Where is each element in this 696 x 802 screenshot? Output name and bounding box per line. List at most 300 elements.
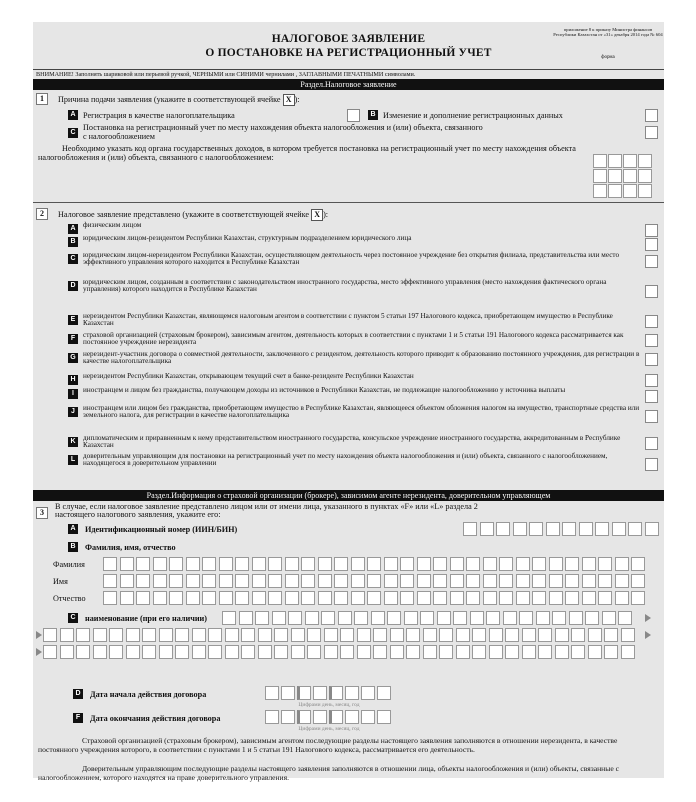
char-cell[interactable]	[546, 522, 560, 536]
char-cell[interactable]	[169, 574, 183, 588]
char-cell[interactable]	[631, 574, 645, 588]
company-name-input-line-2[interactable]	[43, 628, 635, 642]
submitter-option-label: юридическим лицом-нерезидентом Республики Казахстан, осуществляющем деятельность через постоянное учреждение без открытия филиала, представительства или место эффективного управления которого находится в Республике Казахстан	[83, 251, 620, 267]
reason-registration-label: Регистрация в качестве налогоплательщика	[83, 111, 235, 120]
char-cell[interactable]	[598, 574, 612, 588]
char-cell[interactable]	[423, 628, 437, 642]
char-cell[interactable]	[406, 645, 420, 659]
char-cell[interactable]	[192, 645, 206, 659]
char-cell[interactable]	[361, 710, 375, 724]
char-cell[interactable]	[272, 611, 286, 625]
char-cell[interactable]	[93, 628, 107, 642]
char-cell[interactable]	[219, 591, 233, 605]
submitter-option-label: доверительным управляющим для постановки на регистрационный учет по месту нахождения объекта налогообложения и (или) объекта, связанного с налогообложением, находящегося в доверительном управлении	[83, 452, 608, 468]
option-letter-b: B	[68, 237, 78, 247]
char-cell[interactable]	[621, 628, 635, 642]
char-cell[interactable]	[219, 574, 233, 588]
char-cell[interactable]	[142, 628, 156, 642]
char-cell[interactable]	[136, 591, 150, 605]
char-cell[interactable]	[255, 611, 269, 625]
insurance-note: Страховой организацией (страховым брокером), зависимым агентом последующие разделы настоящего заявления заполняются в отношении нерезидента, в качестве постоянного учреждения которого, в соответствии с пунктами 1 и 5 статьи 191 Налогового кодекса, рассматривается его деятельность.	[38, 736, 618, 754]
char-cell[interactable]	[387, 611, 401, 625]
char-cell[interactable]	[252, 591, 266, 605]
char-cell[interactable]	[437, 611, 451, 625]
char-cell[interactable]	[420, 611, 434, 625]
char-cell[interactable]	[93, 645, 107, 659]
question-end: ):	[294, 94, 300, 104]
char-cell[interactable]	[562, 522, 576, 536]
char-cell[interactable]	[235, 574, 249, 588]
continue-arrow-icon	[645, 631, 651, 639]
char-cell[interactable]	[351, 591, 365, 605]
char-cell[interactable]	[552, 611, 566, 625]
tax-application-form	[33, 22, 664, 782]
char-cell[interactable]	[153, 591, 167, 605]
char-cell[interactable]	[235, 591, 249, 605]
char-cell[interactable]	[456, 628, 470, 642]
char-cell[interactable]	[120, 574, 134, 588]
char-cell[interactable]	[582, 574, 596, 588]
option-letter-c: C	[68, 254, 78, 264]
continue-arrow-icon	[36, 631, 42, 639]
char-cell[interactable]	[153, 574, 167, 588]
submitter-option-checkbox-e[interactable]	[645, 315, 658, 328]
char-cell[interactable]	[169, 591, 183, 605]
char-cell[interactable]	[274, 645, 288, 659]
char-cell[interactable]	[499, 574, 513, 588]
char-cell[interactable]	[621, 645, 635, 659]
authority-code-cell[interactable]	[638, 169, 652, 183]
submitter-option-label: нерезидентом Республики Казахстан, являющемся налоговым агентом в соответствии с пунктом 5 статьи 197 Налогового кодекса, приобретающем имущество в Республике Казахстан	[83, 312, 613, 328]
char-cell[interactable]	[301, 574, 315, 588]
char-cell[interactable]	[569, 611, 583, 625]
char-cell[interactable]	[439, 645, 453, 659]
authority-code-cell[interactable]	[638, 184, 652, 198]
char-cell[interactable]	[43, 628, 57, 642]
char-cell[interactable]	[456, 645, 470, 659]
char-cell[interactable]	[390, 628, 404, 642]
char-cell[interactable]	[604, 645, 618, 659]
char-cell[interactable]	[297, 710, 311, 724]
char-cell[interactable]	[345, 686, 359, 700]
char-cell[interactable]	[109, 628, 123, 642]
char-cell[interactable]	[324, 645, 338, 659]
option-letter-i: I	[68, 389, 78, 399]
char-cell[interactable]	[433, 574, 447, 588]
char-cell[interactable]	[489, 628, 503, 642]
char-cell[interactable]	[466, 591, 480, 605]
char-cell[interactable]	[470, 611, 484, 625]
char-cell[interactable]	[305, 611, 319, 625]
char-cell[interactable]	[503, 611, 517, 625]
option-letter-l: L	[68, 455, 78, 465]
char-cell[interactable]	[628, 522, 642, 536]
char-cell[interactable]	[321, 611, 335, 625]
char-cell[interactable]	[159, 628, 173, 642]
char-cell[interactable]	[615, 591, 629, 605]
char-cell[interactable]	[450, 574, 464, 588]
char-cell[interactable]	[615, 574, 629, 588]
char-cell[interactable]	[43, 645, 57, 659]
char-cell[interactable]	[268, 574, 282, 588]
char-cell[interactable]	[585, 611, 599, 625]
char-cell[interactable]	[532, 574, 546, 588]
char-cell[interactable]	[334, 591, 348, 605]
char-cell[interactable]	[291, 645, 305, 659]
char-cell[interactable]	[565, 557, 579, 571]
char-cell[interactable]	[377, 710, 391, 724]
char-cell[interactable]	[582, 557, 596, 571]
char-cell[interactable]	[324, 628, 338, 642]
char-cell[interactable]	[301, 557, 315, 571]
submitter-option-checkbox-c[interactable]	[645, 255, 658, 268]
char-cell[interactable]	[285, 574, 299, 588]
field-letter-d: D	[73, 689, 83, 699]
char-cell[interactable]	[377, 686, 391, 700]
char-cell[interactable]	[340, 645, 354, 659]
char-cell[interactable]	[519, 611, 533, 625]
submitter-option-checkbox-g[interactable]	[645, 353, 658, 366]
char-cell[interactable]	[301, 591, 315, 605]
char-cell[interactable]	[522, 645, 536, 659]
char-cell[interactable]	[516, 591, 530, 605]
char-cell[interactable]	[367, 574, 381, 588]
char-cell[interactable]	[60, 628, 74, 642]
char-cell[interactable]	[549, 574, 563, 588]
char-cell[interactable]	[281, 686, 295, 700]
char-cell[interactable]	[598, 557, 612, 571]
char-cell[interactable]	[532, 557, 546, 571]
char-cell[interactable]	[529, 522, 543, 536]
char-cell[interactable]	[433, 591, 447, 605]
char-cell[interactable]	[186, 591, 200, 605]
char-cell[interactable]	[645, 522, 659, 536]
x-mark-sample: X	[283, 94, 295, 106]
char-cell[interactable]	[103, 591, 117, 605]
char-cell[interactable]	[516, 557, 530, 571]
char-cell[interactable]	[604, 628, 618, 642]
char-cell[interactable]	[318, 574, 332, 588]
char-cell[interactable]	[219, 557, 233, 571]
submitter-option-checkbox-b[interactable]	[645, 238, 658, 251]
submitter-option-checkbox-a[interactable]	[645, 224, 658, 237]
char-cell[interactable]	[417, 591, 431, 605]
field-letter-b: B	[68, 542, 78, 552]
char-cell[interactable]	[281, 710, 295, 724]
char-cell[interactable]	[450, 557, 464, 571]
char-cell[interactable]	[486, 611, 500, 625]
char-cell[interactable]	[361, 686, 375, 700]
char-cell[interactable]	[367, 591, 381, 605]
char-cell[interactable]	[384, 591, 398, 605]
char-cell[interactable]	[505, 628, 519, 642]
option-letter-f: F	[68, 334, 78, 344]
char-cell[interactable]	[496, 522, 510, 536]
char-cell[interactable]	[120, 591, 134, 605]
char-cell[interactable]	[186, 557, 200, 571]
char-cell[interactable]	[472, 645, 486, 659]
char-cell[interactable]	[120, 557, 134, 571]
char-cell[interactable]	[268, 591, 282, 605]
char-cell[interactable]	[400, 574, 414, 588]
char-cell[interactable]	[338, 611, 352, 625]
company-name-input-line-3[interactable]	[43, 645, 635, 659]
section2-question-text: Налоговое заявление представлено (укажите в соответствующей ячейке	[58, 209, 310, 219]
char-cell[interactable]	[159, 645, 173, 659]
char-cell[interactable]	[582, 591, 596, 605]
char-cell[interactable]	[571, 645, 585, 659]
char-cell[interactable]	[76, 645, 90, 659]
char-cell[interactable]	[373, 628, 387, 642]
char-cell[interactable]	[313, 710, 327, 724]
char-cell[interactable]	[602, 611, 616, 625]
char-cell[interactable]	[439, 628, 453, 642]
char-cell[interactable]	[307, 628, 321, 642]
char-cell[interactable]	[565, 591, 579, 605]
char-cell[interactable]	[400, 557, 414, 571]
char-cell[interactable]	[615, 557, 629, 571]
char-cell[interactable]	[208, 628, 222, 642]
char-cell[interactable]	[489, 645, 503, 659]
company-name-input-line-1[interactable]	[222, 611, 632, 625]
submitter-option-label: нерезидентом Республики Казахстан, открывающем текущий счет в банке-резиденте Республики Казахстан	[83, 372, 414, 380]
char-cell[interactable]	[329, 710, 343, 724]
char-cell[interactable]	[598, 591, 612, 605]
char-cell[interactable]	[400, 591, 414, 605]
contract-end-date-input[interactable]	[265, 710, 391, 724]
char-cell[interactable]	[169, 557, 183, 571]
char-cell[interactable]	[612, 522, 626, 536]
char-cell[interactable]	[252, 557, 266, 571]
char-cell[interactable]	[588, 628, 602, 642]
char-cell[interactable]	[103, 574, 117, 588]
char-cell[interactable]	[483, 574, 497, 588]
reason-registration-checkbox[interactable]	[347, 109, 360, 122]
authority-code-cell[interactable]	[623, 154, 637, 168]
char-cell[interactable]	[631, 557, 645, 571]
char-cell[interactable]	[538, 628, 552, 642]
submitter-option-checkbox-h[interactable]	[645, 374, 658, 387]
char-cell[interactable]	[222, 611, 236, 625]
contract-start-hint: Цифрами день, месяц, год	[298, 702, 360, 708]
char-cell[interactable]	[513, 522, 527, 536]
char-cell[interactable]	[126, 628, 140, 642]
appendix-note: приложение 8 к приказу Министра финансов Республики Казахстан от «31» декабря 2014 года № 604	[553, 27, 663, 38]
char-cell[interactable]	[136, 557, 150, 571]
authority-code-cell[interactable]	[623, 169, 637, 183]
char-cell[interactable]	[631, 591, 645, 605]
reason-change-data-checkbox[interactable]	[645, 109, 658, 122]
char-cell[interactable]	[208, 645, 222, 659]
char-cell[interactable]	[175, 628, 189, 642]
option-letter-a: A	[68, 224, 78, 234]
submitter-option-checkbox-j[interactable]	[645, 410, 658, 423]
char-cell[interactable]	[371, 611, 385, 625]
char-cell[interactable]	[252, 574, 266, 588]
section-number-3: 3	[36, 507, 48, 519]
submitter-option-checkbox-l[interactable]	[645, 458, 658, 471]
surname-input[interactable]	[103, 557, 645, 571]
authority-code-cell[interactable]	[608, 184, 622, 198]
name-label: Имя	[53, 577, 68, 586]
char-cell[interactable]	[153, 557, 167, 571]
continue-arrow-icon	[645, 614, 651, 622]
char-cell[interactable]	[522, 628, 536, 642]
section2-question	[58, 209, 328, 221]
submitter-option-checkbox-d[interactable]	[645, 285, 658, 298]
char-cell[interactable]	[516, 574, 530, 588]
char-cell[interactable]	[202, 574, 216, 588]
form-label: форма	[601, 55, 615, 60]
char-cell[interactable]	[354, 611, 368, 625]
char-cell[interactable]	[297, 686, 311, 700]
authority-code-cell[interactable]	[638, 154, 652, 168]
char-cell[interactable]	[357, 628, 371, 642]
char-cell[interactable]	[239, 611, 253, 625]
char-cell[interactable]	[483, 591, 497, 605]
char-cell[interactable]	[225, 628, 239, 642]
char-cell[interactable]	[367, 557, 381, 571]
section3-intro: В случае, если налоговое заявление представлено лицом или от имени лица, указанного в пунктах «F» или «L» раздела 2 настоящего налогового заявления, укажите его:	[55, 502, 478, 520]
char-cell[interactable]	[472, 628, 486, 642]
char-cell[interactable]	[351, 574, 365, 588]
char-cell[interactable]	[536, 611, 550, 625]
char-cell[interactable]	[390, 645, 404, 659]
full-name-label: Фамилия, имя, отчество	[85, 543, 176, 552]
char-cell[interactable]	[192, 628, 206, 642]
authority-code-cell[interactable]	[608, 169, 622, 183]
char-cell[interactable]	[483, 557, 497, 571]
reason-object-registration-checkbox[interactable]	[645, 126, 658, 139]
char-cell[interactable]	[538, 645, 552, 659]
char-cell[interactable]	[258, 645, 272, 659]
iin-bin-input[interactable]	[463, 522, 659, 536]
char-cell[interactable]	[453, 611, 467, 625]
char-cell[interactable]	[285, 591, 299, 605]
contract-start-date-input[interactable]	[265, 686, 391, 700]
char-cell[interactable]	[555, 628, 569, 642]
char-cell[interactable]	[404, 611, 418, 625]
char-cell[interactable]	[265, 686, 279, 700]
authority-code-cell[interactable]	[593, 169, 607, 183]
char-cell[interactable]	[505, 645, 519, 659]
char-cell[interactable]	[579, 522, 593, 536]
char-cell[interactable]	[463, 522, 477, 536]
authority-code-cell[interactable]	[593, 184, 607, 198]
option-letter-h: H	[68, 375, 78, 385]
contract-end-hint: Цифрами день, месяц, год	[298, 726, 360, 732]
char-cell[interactable]	[268, 557, 282, 571]
name-input[interactable]	[103, 574, 645, 588]
char-cell[interactable]	[384, 557, 398, 571]
char-cell[interactable]	[618, 611, 632, 625]
char-cell[interactable]	[384, 574, 398, 588]
option-letter-k: K	[68, 437, 78, 447]
char-cell[interactable]	[334, 574, 348, 588]
char-cell[interactable]	[450, 591, 464, 605]
authority-code-cell[interactable]	[623, 184, 637, 198]
submitter-option-checkbox-f[interactable]	[645, 334, 658, 347]
char-cell[interactable]	[126, 645, 140, 659]
char-cell[interactable]	[202, 557, 216, 571]
patronymic-input[interactable]	[103, 591, 645, 605]
char-cell[interactable]	[345, 710, 359, 724]
char-cell[interactable]	[274, 628, 288, 642]
char-cell[interactable]	[480, 522, 494, 536]
submitter-option-checkbox-k[interactable]	[645, 437, 658, 450]
section-number-1: 1	[36, 93, 48, 105]
submitter-option-label: юридическим лицом, созданным в соответствии с законодательством иностранного государства, место эффективного управления (место нахождения фактического органа управления) которого находится в Республике Казахстан	[83, 278, 607, 294]
char-cell[interactable]	[373, 645, 387, 659]
char-cell[interactable]	[291, 628, 305, 642]
char-cell[interactable]	[109, 645, 123, 659]
char-cell[interactable]	[318, 557, 332, 571]
char-cell[interactable]	[103, 557, 117, 571]
section-divider	[33, 202, 664, 203]
authority-code-cell[interactable]	[593, 154, 607, 168]
char-cell[interactable]	[466, 557, 480, 571]
char-cell[interactable]	[466, 574, 480, 588]
char-cell[interactable]	[186, 574, 200, 588]
char-cell[interactable]	[313, 686, 327, 700]
submitter-option-checkbox-i[interactable]	[645, 390, 658, 403]
char-cell[interactable]	[433, 557, 447, 571]
char-cell[interactable]	[136, 574, 150, 588]
char-cell[interactable]	[549, 557, 563, 571]
char-cell[interactable]	[288, 611, 302, 625]
char-cell[interactable]	[202, 591, 216, 605]
char-cell[interactable]	[265, 710, 279, 724]
authority-code-cell[interactable]	[608, 154, 622, 168]
char-cell[interactable]	[565, 574, 579, 588]
char-cell[interactable]	[258, 628, 272, 642]
char-cell[interactable]	[307, 645, 321, 659]
char-cell[interactable]	[571, 628, 585, 642]
char-cell[interactable]	[142, 645, 156, 659]
char-cell[interactable]	[423, 645, 437, 659]
char-cell[interactable]	[549, 591, 563, 605]
contract-start-label: Дата начала действия договора	[90, 690, 207, 699]
authority-code-grid	[593, 154, 652, 198]
char-cell[interactable]	[175, 645, 189, 659]
char-cell[interactable]	[588, 645, 602, 659]
option-letter-a: A	[68, 110, 78, 120]
char-cell[interactable]	[417, 557, 431, 571]
char-cell[interactable]	[334, 557, 348, 571]
char-cell[interactable]	[555, 645, 569, 659]
char-cell[interactable]	[532, 591, 546, 605]
char-cell[interactable]	[417, 574, 431, 588]
char-cell[interactable]	[329, 686, 343, 700]
char-cell[interactable]	[76, 628, 90, 642]
section-number-2: 2	[36, 208, 48, 220]
char-cell[interactable]	[340, 628, 354, 642]
char-cell[interactable]	[235, 557, 249, 571]
char-cell[interactable]	[595, 522, 609, 536]
char-cell[interactable]	[318, 591, 332, 605]
char-cell[interactable]	[60, 645, 74, 659]
char-cell[interactable]	[357, 645, 371, 659]
char-cell[interactable]	[225, 645, 239, 659]
char-cell[interactable]	[406, 628, 420, 642]
char-cell[interactable]	[351, 557, 365, 571]
char-cell[interactable]	[499, 591, 513, 605]
char-cell[interactable]	[241, 628, 255, 642]
char-cell[interactable]	[499, 557, 513, 571]
char-cell[interactable]	[285, 557, 299, 571]
char-cell[interactable]	[241, 645, 255, 659]
field-letter-f: F	[73, 713, 83, 723]
